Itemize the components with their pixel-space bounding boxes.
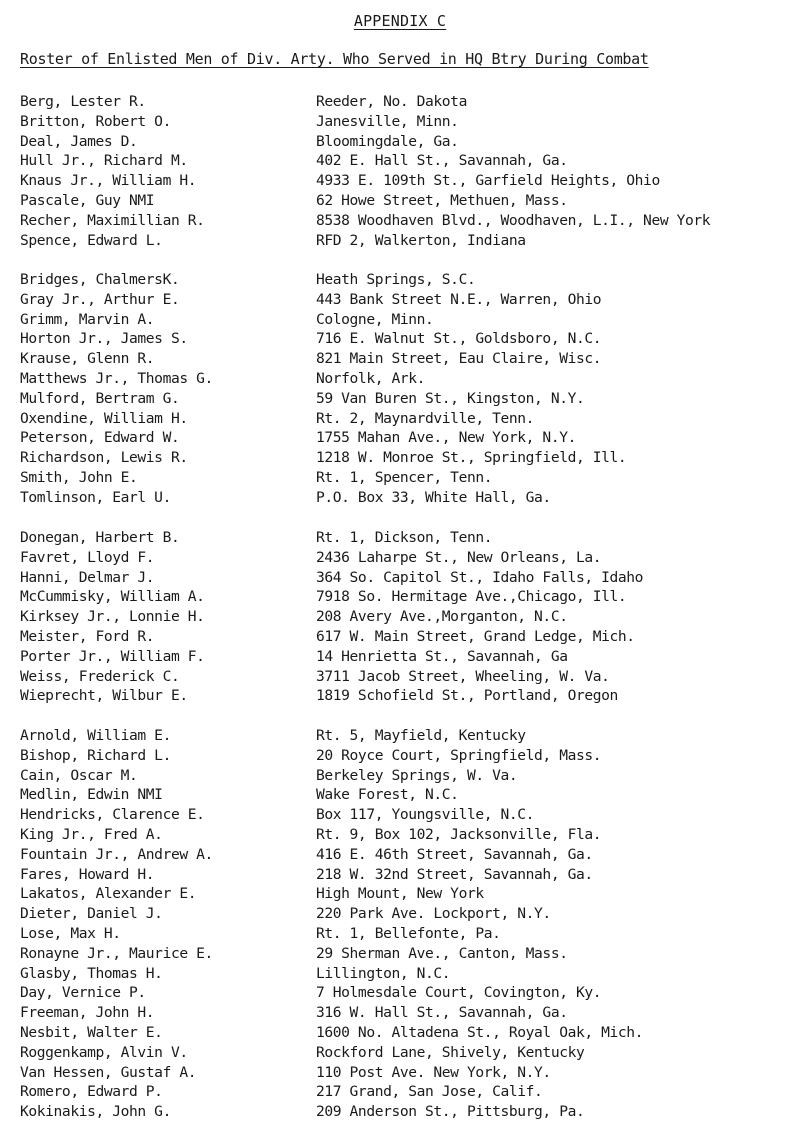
soldier-name: Weiss, Frederick C.	[20, 667, 180, 685]
soldier-address: 4933 E. 109th St., Garfield Heights, Ohio	[316, 172, 660, 190]
roster-row	[0, 846, 800, 866]
soldier-address: 364 So. Capitol St., Idaho Falls, Idaho	[316, 568, 644, 586]
soldier-address: 1819 Schofield St., Portland, Oregon	[316, 687, 618, 705]
roster-row	[0, 113, 800, 133]
soldier-address: 1600 No. Altadena St., Royal Oak, Mich.	[316, 1023, 644, 1041]
title-text: APPENDIX C	[353, 12, 447, 30]
roster-row	[0, 311, 800, 331]
soldier-address: 1218 W. Monroe St., Springfield, Ill.	[316, 449, 627, 467]
soldier-address: Cologne, Minn.	[316, 310, 434, 328]
soldier-address: 218 W. 32nd Street, Savannah, Ga.	[316, 865, 593, 883]
roster-row	[0, 350, 800, 370]
soldier-name: Roggenkamp, Alvin V.	[20, 1043, 188, 1061]
soldier-name: Smith, John E.	[20, 468, 138, 486]
soldier-address: RFD 2, Walkerton, Indiana	[316, 231, 526, 249]
soldier-address: Rt. 9, Box 102, Jacksonville, Fla.	[316, 825, 602, 843]
soldier-address: High Mount, New York	[316, 885, 484, 903]
roster-row	[0, 212, 800, 232]
soldier-address: Norfolk, Ark.	[316, 369, 426, 387]
soldier-name: Fares, Howard H.	[20, 865, 155, 883]
soldier-address: 208 Avery Ave.,Morganton, N.C.	[316, 608, 568, 626]
roster-row	[0, 429, 800, 449]
roster-row	[0, 826, 800, 846]
soldier-address: Lillington, N.C.	[316, 964, 451, 982]
soldier-address: P.O. Box 33, White Hall, Ga.	[316, 488, 551, 506]
soldier-name: Bishop, Richard L.	[20, 746, 171, 764]
soldier-address: 209 Anderson St., Pittsburg, Pa.	[316, 1103, 585, 1121]
soldier-name: Kirksey Jr., Lonnie H.	[20, 608, 205, 626]
roster-row	[0, 668, 800, 688]
soldier-name: Mulford, Bertram G.	[20, 389, 180, 407]
soldier-name: Krause, Glenn R.	[20, 350, 155, 368]
roster-row	[0, 1024, 800, 1044]
roster-row	[0, 569, 800, 589]
soldier-name: Lakatos, Alexander E.	[20, 885, 197, 903]
roster-row	[0, 905, 800, 925]
roster-row	[0, 291, 800, 311]
roster-row	[0, 925, 800, 945]
roster-row	[0, 271, 800, 291]
roster-row	[0, 767, 800, 787]
roster-row	[0, 866, 800, 886]
soldier-name: Recher, Maximillian R.	[20, 211, 205, 229]
soldier-address: 2436 Laharpe St., New Orleans, La.	[316, 548, 602, 566]
roster-row	[0, 628, 800, 648]
soldier-name: Horton Jr., James S.	[20, 330, 188, 348]
soldier-name: Van Hessen, Gustaf A.	[20, 1063, 197, 1081]
roster-row	[0, 529, 800, 549]
soldier-name: Medlin, Edwin NMI	[20, 786, 163, 804]
soldier-name: Dieter, Daniel J.	[20, 905, 163, 923]
soldier-name: Kokinakis, John G.	[20, 1103, 171, 1121]
soldier-name: Cain, Oscar M.	[20, 766, 138, 784]
soldier-name: Day, Vernice P.	[20, 984, 146, 1002]
soldier-address: 416 E. 46th Street, Savannah, Ga.	[316, 845, 593, 863]
soldier-name: Britton, Robert O.	[20, 112, 171, 130]
soldier-name: Romero, Edward P.	[20, 1083, 163, 1101]
soldier-address: 821 Main Street, Eau Claire, Wisc.	[316, 350, 602, 368]
soldier-address: 316 W. Hall St., Savannah, Ga.	[316, 1004, 568, 1022]
soldier-name: Gray Jr., Arthur E.	[20, 290, 180, 308]
roster-row	[0, 469, 800, 489]
roster-row	[0, 727, 800, 747]
soldier-address: 110 Post Ave. New York, N.Y.	[316, 1063, 551, 1081]
roster-row	[0, 608, 800, 628]
soldier-address: 7918 So. Hermitage Ave.,Chicago, Ill.	[316, 588, 627, 606]
soldier-name: Porter Jr., William F.	[20, 647, 205, 665]
soldier-name: Ronayne Jr., Maurice E.	[20, 944, 213, 962]
soldier-address: Berkeley Springs, W. Va.	[316, 766, 518, 784]
soldier-name: Pascale, Guy NMI	[20, 191, 155, 209]
soldier-address: 59 Van Buren St., Kingston, N.Y.	[316, 389, 585, 407]
roster-row	[0, 449, 800, 469]
soldier-address: 62 Howe Street, Methuen, Mass.	[316, 191, 568, 209]
roster-row	[0, 648, 800, 668]
roster-row	[0, 152, 800, 172]
roster-row	[0, 885, 800, 905]
roster-row	[0, 945, 800, 965]
roster-row	[0, 687, 800, 707]
soldier-name: Deal, James D.	[20, 132, 138, 150]
soldier-address: Rockford Lane, Shively, Kentucky	[316, 1043, 585, 1061]
soldier-name: Peterson, Edward W.	[20, 429, 180, 447]
soldier-name: Donegan, Harbert B.	[20, 529, 180, 546]
roster-row	[0, 1044, 800, 1064]
soldier-address: 8538 Woodhaven Blvd., Woodhaven, L.I., New York	[316, 211, 711, 229]
roster-row	[0, 1083, 800, 1103]
soldier-name: Oxendine, William H.	[20, 409, 188, 427]
soldier-address: Bloomingdale, Ga.	[316, 132, 459, 150]
soldier-address: Heath Springs, S.C.	[316, 271, 476, 288]
soldier-name: Fountain Jr., Andrew A.	[20, 845, 213, 863]
soldier-name: Bridges, ChalmersK.	[20, 271, 180, 288]
soldier-address: 217 Grand, San Jose, Calif.	[316, 1083, 543, 1101]
soldier-name: Berg, Lester R.	[20, 93, 146, 110]
soldier-name: Hull Jr., Richard M.	[20, 152, 188, 170]
soldier-address: Box 117, Youngsville, N.C.	[316, 806, 535, 824]
roster-row	[0, 1103, 800, 1123]
soldier-name: Wieprecht, Wilbur E.	[20, 687, 188, 705]
soldier-name: Hendricks, Clarence E.	[20, 806, 205, 824]
roster-row	[0, 588, 800, 608]
roster-group	[0, 271, 800, 509]
soldier-name: Freeman, John H.	[20, 1004, 155, 1022]
roster-row	[0, 93, 800, 113]
soldier-address: 402 E. Hall St., Savannah, Ga.	[316, 152, 568, 170]
roster-row	[0, 1064, 800, 1084]
soldier-name: Meister, Ford R.	[20, 627, 155, 645]
roster-row	[0, 1004, 800, 1024]
soldier-address: 617 W. Main Street, Grand Ledge, Mich.	[316, 627, 635, 645]
soldier-name: Grimm, Marvin A.	[20, 310, 155, 328]
roster-row	[0, 984, 800, 1004]
roster-row	[0, 549, 800, 569]
soldier-name: King Jr., Fred A.	[20, 825, 163, 843]
roster-row	[0, 410, 800, 430]
soldier-name: Matthews Jr., Thomas G.	[20, 369, 213, 387]
soldier-address: 29 Sherman Ave., Canton, Mass.	[316, 944, 568, 962]
roster-row	[0, 390, 800, 410]
soldier-name: Tomlinson, Earl U.	[20, 488, 171, 506]
roster-row	[0, 747, 800, 767]
roster-row	[0, 370, 800, 390]
soldier-address: Rt. 5, Mayfield, Kentucky	[316, 727, 526, 744]
roster-row	[0, 330, 800, 350]
roster-row	[0, 786, 800, 806]
soldier-address: Rt. 2, Maynardville, Tenn.	[316, 409, 535, 427]
soldier-name: Lose, Max H.	[20, 924, 121, 942]
page-title	[0, 12, 800, 30]
soldier-name: Arnold, William E.	[20, 727, 171, 744]
soldier-address: Rt. 1, Dickson, Tenn.	[316, 529, 493, 546]
soldier-address: 1755 Mahan Ave., New York, N.Y.	[316, 429, 576, 447]
roster-group	[0, 93, 800, 251]
soldier-address: 14 Henrietta St., Savannah, Ga	[316, 647, 568, 665]
soldier-address: Janesville, Minn.	[316, 112, 459, 130]
roster-row	[0, 489, 800, 509]
soldier-address: 20 Royce Court, Springfield, Mass.	[316, 746, 602, 764]
roster-row	[0, 192, 800, 212]
roster-group	[0, 727, 800, 1123]
soldier-address: Reeder, No. Dakota	[316, 93, 467, 110]
soldier-name: Nesbit, Walter E.	[20, 1023, 163, 1041]
roster-row	[0, 965, 800, 985]
roster-group	[0, 529, 800, 707]
soldier-address: Rt. 1, Bellefonte, Pa.	[316, 924, 501, 942]
soldier-name: Glasby, Thomas H.	[20, 964, 163, 982]
soldier-name: Richardson, Lewis R.	[20, 449, 188, 467]
soldier-address: Rt. 1, Spencer, Tenn.	[316, 468, 493, 486]
roster-row	[0, 806, 800, 826]
soldier-address: 443 Bank Street N.E., Warren, Ohio	[316, 290, 602, 308]
page-subtitle	[20, 50, 780, 68]
soldier-address: 716 E. Walnut St., Goldsboro, N.C.	[316, 330, 602, 348]
subtitle-text: Roster of Enlisted Men of Div. Arty. Who Served in HQ Btry During Combat	[20, 50, 649, 68]
roster-row	[0, 133, 800, 153]
soldier-address: Wake Forest, N.C.	[316, 786, 459, 804]
soldier-address: 220 Park Ave. Lockport, N.Y.	[316, 905, 551, 923]
soldier-name: Spence, Edward L.	[20, 231, 163, 249]
soldier-name: Hanni, Delmar J.	[20, 568, 155, 586]
soldier-address: 3711 Jacob Street, Wheeling, W. Va.	[316, 667, 610, 685]
soldier-address: 7 Holmesdale Court, Covington, Ky.	[316, 984, 602, 1002]
roster-row	[0, 232, 800, 252]
soldier-name: Knaus Jr., William H.	[20, 172, 197, 190]
roster-row	[0, 172, 800, 192]
soldier-name: McCummisky, William A.	[20, 588, 205, 606]
soldier-name: Favret, Lloyd F.	[20, 548, 155, 566]
